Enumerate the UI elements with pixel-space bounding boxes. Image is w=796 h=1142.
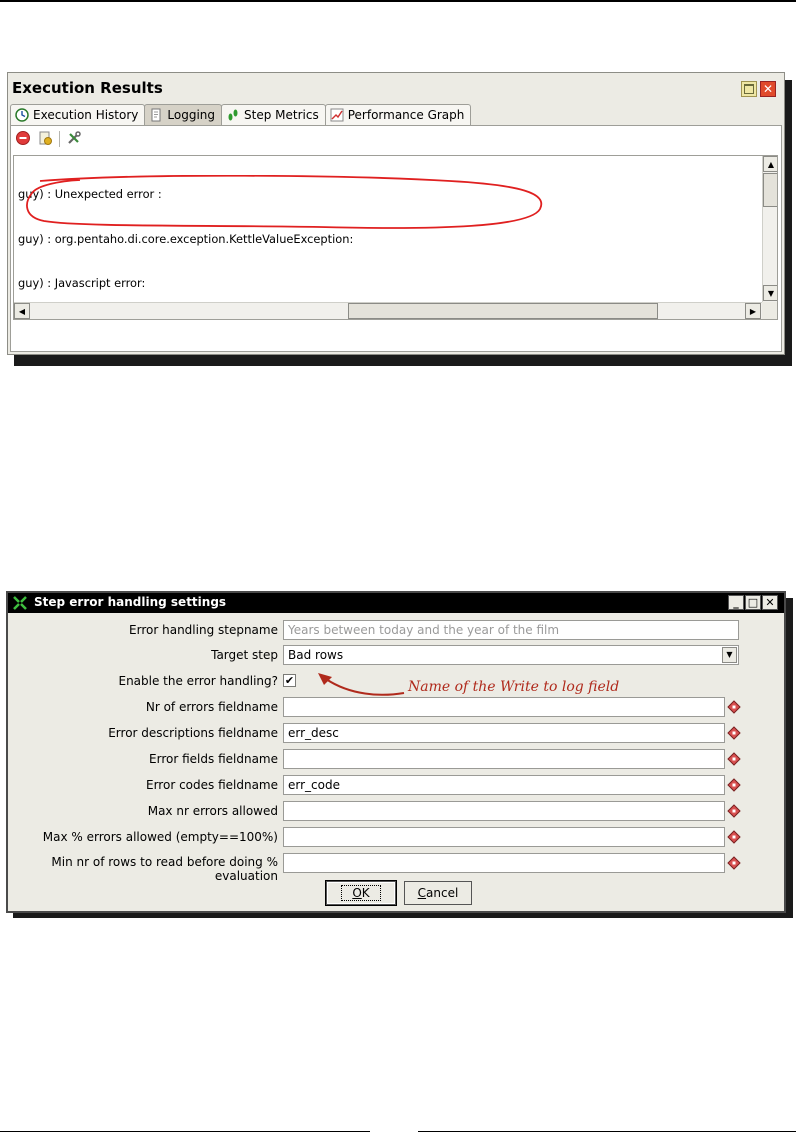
variable-icon[interactable] — [727, 804, 741, 818]
scrollbar-corner — [762, 302, 778, 319]
max-errors-label: Max nr errors allowed — [147, 804, 278, 818]
log-text-area[interactable] — [13, 155, 778, 320]
error-codes-label: Error codes fieldname — [146, 778, 278, 792]
error-desc-field[interactable]: err_desc — [283, 723, 725, 743]
variable-icon[interactable] — [727, 778, 741, 792]
error-fields-field[interactable] — [283, 749, 725, 769]
tab-label: Logging — [167, 108, 216, 122]
variable-icon[interactable] — [727, 752, 741, 766]
log-output — [18, 158, 760, 302]
vertical-scroll-thumb[interactable] — [763, 173, 778, 207]
ok-button[interactable] — [326, 881, 396, 905]
page-top-rule — [0, 0, 796, 2]
toolbar-separator — [59, 131, 60, 147]
scroll-left-arrow-icon[interactable]: ◀ — [14, 303, 30, 319]
log-line: guy) : Javascript error: — [18, 275, 146, 290]
min-rows-label: Min nr of rows to read before doing % evaluation — [51, 855, 278, 883]
nr-errors-field[interactable] — [283, 697, 725, 717]
scroll-down-arrow-icon[interactable]: ▼ — [763, 285, 778, 301]
horizontal-scroll-thumb[interactable] — [348, 303, 658, 319]
page-bottom-rule-right — [418, 1131, 796, 1132]
tab-bar — [10, 104, 470, 125]
footsteps-icon — [226, 108, 240, 122]
error-desc-label: Error descriptions fieldname — [108, 726, 278, 740]
log-toolbar — [15, 129, 82, 149]
refresh-icon[interactable] — [37, 130, 53, 149]
min-rows-field[interactable] — [283, 853, 725, 873]
variable-icon[interactable] — [727, 830, 741, 844]
page-bottom-rule-left — [0, 1131, 370, 1132]
tab-execution-history[interactable] — [10, 104, 145, 125]
chart-icon — [330, 108, 344, 122]
target-step-select[interactable] — [283, 645, 739, 665]
panel-title: Execution Results — [12, 79, 163, 97]
variable-icon[interactable] — [727, 726, 741, 740]
scroll-up-arrow-icon[interactable]: ▲ — [763, 156, 778, 172]
log-line: guy) : org.pentaho.di.core.exception.KettleValueException: — [18, 231, 354, 246]
tools-icon[interactable] — [66, 130, 82, 149]
log-icon — [149, 108, 163, 122]
scroll-right-arrow-icon[interactable]: ▶ — [745, 303, 761, 319]
ok-button-label: OK — [341, 885, 380, 901]
target-step-value: Bad rows — [288, 648, 344, 662]
cancel-button[interactable] — [404, 881, 472, 905]
close-button[interactable]: ✕ — [762, 595, 778, 610]
tab-performance-graph[interactable] — [325, 104, 472, 125]
target-step-label: Target step — [211, 648, 278, 662]
maximize-button[interactable]: □ — [745, 595, 761, 610]
step-error-handling-dialog — [6, 591, 786, 913]
stepname-field: Years between today and the year of the film — [283, 620, 739, 640]
execution-results-panel — [7, 72, 785, 355]
chevron-down-icon[interactable]: ▼ — [722, 647, 737, 663]
tab-logging[interactable] — [144, 104, 222, 125]
vertical-scrollbar[interactable] — [762, 156, 778, 302]
error-fields-label: Error fields fieldname — [149, 752, 278, 766]
annotation-text: Name of the Write to log field — [408, 679, 620, 695]
annotation-arrow-icon — [310, 667, 410, 701]
variable-icon[interactable] — [727, 700, 741, 714]
window-controls — [728, 595, 778, 610]
enable-error-handling-label: Enable the error handling? — [118, 674, 278, 688]
variable-icon[interactable] — [727, 856, 741, 870]
minimize-button[interactable]: _ — [728, 595, 744, 610]
horizontal-scrollbar[interactable] — [14, 302, 762, 319]
stepname-label: Error handling stepname — [129, 623, 278, 637]
nr-errors-label: Nr of errors fieldname — [145, 700, 278, 714]
logging-tab-content — [10, 125, 782, 352]
log-line: guy) : Unexpected error : — [18, 187, 162, 202]
maximize-button[interactable] — [741, 81, 757, 97]
cancel-button-label: Cancel — [417, 886, 459, 900]
enable-error-handling-checkbox[interactable]: ✔ — [284, 674, 295, 687]
clock-icon — [15, 108, 29, 122]
max-pct-field[interactable] — [283, 827, 725, 847]
error-codes-field[interactable]: err_code — [283, 775, 725, 795]
dialog-title: Step error handling settings — [34, 595, 227, 609]
stop-icon[interactable] — [15, 130, 31, 149]
tab-step-metrics[interactable] — [221, 104, 326, 125]
tab-label: Performance Graph — [347, 108, 465, 122]
max-pct-label: Max % errors allowed (empty==100%) — [42, 830, 278, 844]
tab-label: Execution History — [33, 108, 139, 122]
tab-label: Step Metrics — [244, 108, 319, 122]
close-button[interactable]: ✕ — [760, 81, 776, 97]
field-labels — [8, 593, 278, 915]
max-errors-field[interactable] — [283, 801, 725, 821]
